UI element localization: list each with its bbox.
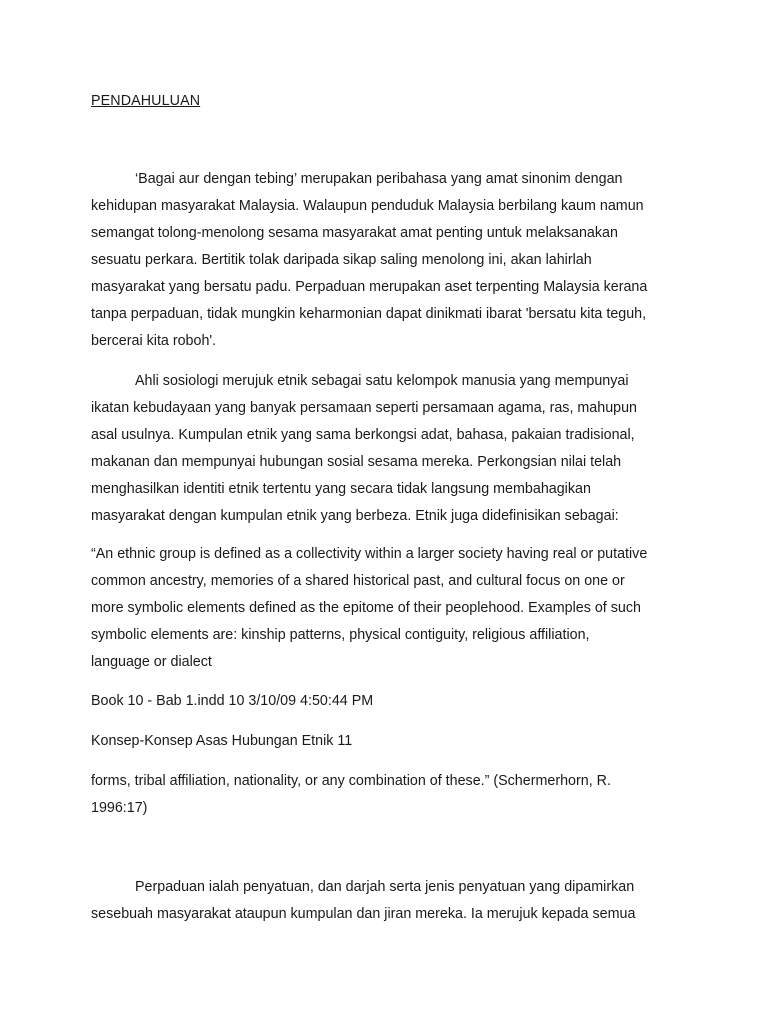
paragraph-line: ikatan kebudayaan yang banyak persamaan seperti persamaan agama, ras, mahupun (91, 400, 638, 416)
paragraph-line: masyarakat yang bersatu padu. Perpaduan merupakan aset terpenting Malaysia kerana (91, 279, 648, 295)
paragraph-line: kehidupan masyarakat Malaysia. Walaupun penduduk Malaysia berbilang kaum namun (91, 198, 644, 214)
paragraph-line: masyarakat dengan kumpulan etnik yang berbeza. Etnik juga didefinisikan sebagai: (91, 508, 619, 524)
quote-line: language or dialect (91, 654, 212, 670)
paragraph-line: Perpaduan ialah penyatuan, dan darjah serta jenis penyatuan yang dipamirkan (135, 879, 635, 895)
paragraph-3 (91, 874, 681, 928)
paragraph-line: menghasilkan identiti etnik tertentu yang secara tidak langsung membahagikan (91, 481, 591, 497)
paragraph-line: semangat tolong-menolong sesama masyarakat amat penting untuk melaksanakan (91, 225, 618, 241)
paragraph-line: Ahli sosiologi merujuk etnik sebagai satu kelompok manusia yang mempunyai (135, 373, 629, 389)
quote-continued (91, 768, 681, 822)
paragraph-1 (91, 166, 681, 355)
quote-line: symbolic elements are: kinship patterns, physical contiguity, religious affiliation, (91, 627, 590, 643)
quote-line: forms, tribal affiliation, nationality, or any combination of these.” (Schermerhorn, R. (91, 773, 611, 789)
paragraph-line: asal usulnya. Kumpulan etnik yang sama berkongsi adat, bahasa, pakaian tradisional, (91, 427, 635, 443)
quote-block (91, 541, 681, 676)
paragraph-line: bercerai kita roboh'. (91, 333, 217, 349)
running-head: Konsep-Konsep Asas Hubungan Etnik 11 (91, 733, 353, 749)
quote-line: more symbolic elements defined as the epitome of their peoplehood. Examples of such (91, 600, 641, 616)
paragraph-line: ‘Bagai aur dengan tebing’ merupakan peribahasa yang amat sinonim dengan (135, 171, 623, 187)
paragraph-line: sesuatu perkara. Bertitik tolak daripada sikap saling menolong ini, akan lahirlah (91, 252, 592, 268)
quote-line: 1996:17) (91, 800, 148, 816)
paragraph-line: tanpa perpaduan, tidak mungkin keharmonian dapat dinikmati ibarat 'bersatu kita teguh, (91, 306, 647, 322)
paragraph-line: makanan dan mempunyai hubungan sosial sesama mereka. Perkongsian nilai telah (91, 454, 622, 470)
paragraph-2 (91, 368, 681, 530)
document-heading: PENDAHULUAN (91, 93, 201, 109)
quote-line: “An ethnic group is defined as a collectivity within a larger society having real or putative (91, 546, 648, 562)
paragraph-line: sesebuah masyarakat ataupun kumpulan dan jiran mereka. Ia merujuk kepada semua (91, 906, 636, 922)
file-info-line: Book 10 - Bab 1.indd 10 3/10/09 4:50:44 PM (91, 693, 374, 709)
quote-line: common ancestry, memories of a shared historical past, and cultural focus on one or (91, 573, 625, 589)
